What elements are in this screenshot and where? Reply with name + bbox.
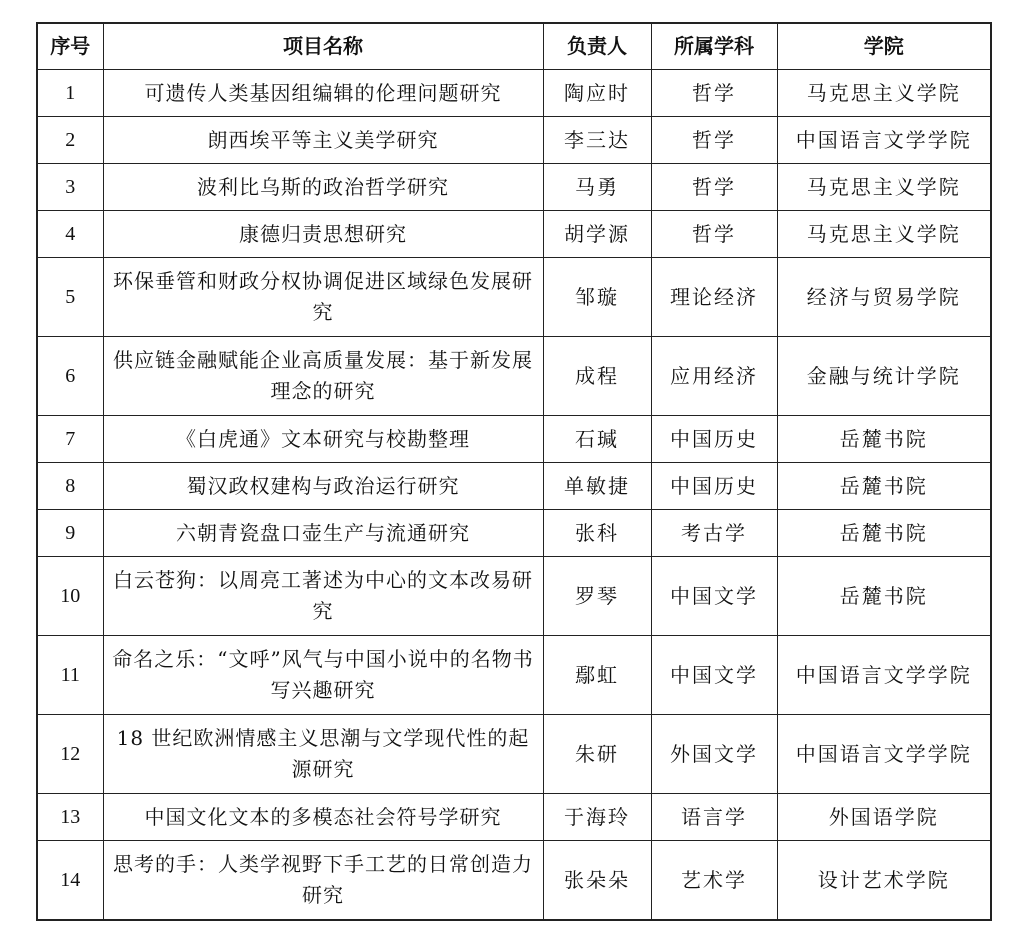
cell-project-name: 蜀汉政权建构与政治运行研究: [103, 463, 543, 510]
cell-discipline: 中国文学: [651, 557, 777, 636]
cell-no: 13: [37, 794, 103, 841]
table-row: [37, 463, 991, 510]
cell-discipline: 中国历史: [651, 416, 777, 463]
cell-project-name: 朗西埃平等主义美学研究: [103, 117, 543, 164]
table-row: [37, 211, 991, 258]
header-leader: 负责人: [543, 23, 651, 70]
table-row: [37, 557, 991, 636]
cell-leader: 张科: [543, 510, 651, 557]
cell-leader: 朱研: [543, 715, 651, 794]
cell-project-name: 波利比乌斯的政治哲学研究: [103, 164, 543, 211]
cell-leader: 胡学源: [543, 211, 651, 258]
cell-no: 8: [37, 463, 103, 510]
cell-project-name: 可遗传人类基因组编辑的伦理问题研究: [103, 70, 543, 117]
header-discipline: 所属学科: [651, 23, 777, 70]
cell-no: 6: [37, 337, 103, 416]
table-row: [37, 117, 991, 164]
cell-leader: 陶应时: [543, 70, 651, 117]
cell-project-name: 供应链金融赋能企业高质量发展：基于新发展理念的研究: [103, 337, 543, 416]
table-row: [37, 715, 991, 794]
cell-leader: 罗琴: [543, 557, 651, 636]
cell-discipline: 哲学: [651, 117, 777, 164]
cell-leader: 石瑊: [543, 416, 651, 463]
header-college: 学院: [777, 23, 991, 70]
cell-college: 马克思主义学院: [777, 164, 991, 211]
cell-discipline: 哲学: [651, 70, 777, 117]
cell-discipline: 中国历史: [651, 463, 777, 510]
cell-leader: 单敏捷: [543, 463, 651, 510]
cell-no: 7: [37, 416, 103, 463]
table-row: [37, 841, 991, 921]
cell-discipline: 应用经济: [651, 337, 777, 416]
cell-no: 5: [37, 258, 103, 337]
cell-college: 岳麓书院: [777, 510, 991, 557]
cell-leader: 成程: [543, 337, 651, 416]
cell-college: 马克思主义学院: [777, 70, 991, 117]
cell-discipline: 哲学: [651, 211, 777, 258]
project-table: [36, 22, 992, 921]
cell-college: 中国语言文学学院: [777, 117, 991, 164]
cell-project-name: 18 世纪欧洲情感主义思潮与文学现代性的起源研究: [103, 715, 543, 794]
cell-college: 岳麓书院: [777, 416, 991, 463]
table-row: [37, 337, 991, 416]
cell-college: 金融与统计学院: [777, 337, 991, 416]
table-row: [37, 794, 991, 841]
cell-leader: 邹璇: [543, 258, 651, 337]
cell-project-name: 思考的手：人类学视野下手工艺的日常创造力研究: [103, 841, 543, 921]
cell-no: 4: [37, 211, 103, 258]
table-row: [37, 416, 991, 463]
header-no: 序号: [37, 23, 103, 70]
cell-discipline: 语言学: [651, 794, 777, 841]
cell-no: 1: [37, 70, 103, 117]
cell-college: 设计艺术学院: [777, 841, 991, 921]
cell-no: 12: [37, 715, 103, 794]
cell-college: 岳麓书院: [777, 463, 991, 510]
cell-college: 马克思主义学院: [777, 211, 991, 258]
header-row: [37, 23, 991, 70]
cell-no: 9: [37, 510, 103, 557]
cell-college: 经济与贸易学院: [777, 258, 991, 337]
cell-college: 中国语言文学学院: [777, 715, 991, 794]
cell-discipline: 中国文学: [651, 636, 777, 715]
cell-no: 3: [37, 164, 103, 211]
cell-no: 14: [37, 841, 103, 921]
table-row: [37, 510, 991, 557]
cell-leader: 张朵朵: [543, 841, 651, 921]
cell-project-name: 六朝青瓷盘口壶生产与流通研究: [103, 510, 543, 557]
cell-project-name: 中国文化文本的多模态社会符号学研究: [103, 794, 543, 841]
table-row: [37, 164, 991, 211]
cell-leader: 鄢虹: [543, 636, 651, 715]
cell-project-name: 《白虎通》文本研究与校勘整理: [103, 416, 543, 463]
cell-leader: 李三达: [543, 117, 651, 164]
cell-discipline: 考古学: [651, 510, 777, 557]
cell-project-name: 环保垂管和财政分权协调促进区域绿色发展研究: [103, 258, 543, 337]
cell-discipline: 理论经济: [651, 258, 777, 337]
cell-no: 11: [37, 636, 103, 715]
cell-college: 岳麓书院: [777, 557, 991, 636]
cell-leader: 马勇: [543, 164, 651, 211]
cell-discipline: 艺术学: [651, 841, 777, 921]
cell-no: 2: [37, 117, 103, 164]
cell-project-name: 康德归责思想研究: [103, 211, 543, 258]
table-row: [37, 70, 991, 117]
cell-project-name: 白云苍狗：以周亮工著述为中心的文本改易研究: [103, 557, 543, 636]
header-project-name: 项目名称: [103, 23, 543, 70]
cell-no: 10: [37, 557, 103, 636]
cell-college: 外国语学院: [777, 794, 991, 841]
cell-discipline: 外国文学: [651, 715, 777, 794]
cell-discipline: 哲学: [651, 164, 777, 211]
cell-college: 中国语言文学学院: [777, 636, 991, 715]
cell-leader: 于海玲: [543, 794, 651, 841]
table-row: [37, 636, 991, 715]
cell-project-name: 命名之乐：“文呼”风气与中国小说中的名物书写兴趣研究: [103, 636, 543, 715]
table-row: [37, 258, 991, 337]
